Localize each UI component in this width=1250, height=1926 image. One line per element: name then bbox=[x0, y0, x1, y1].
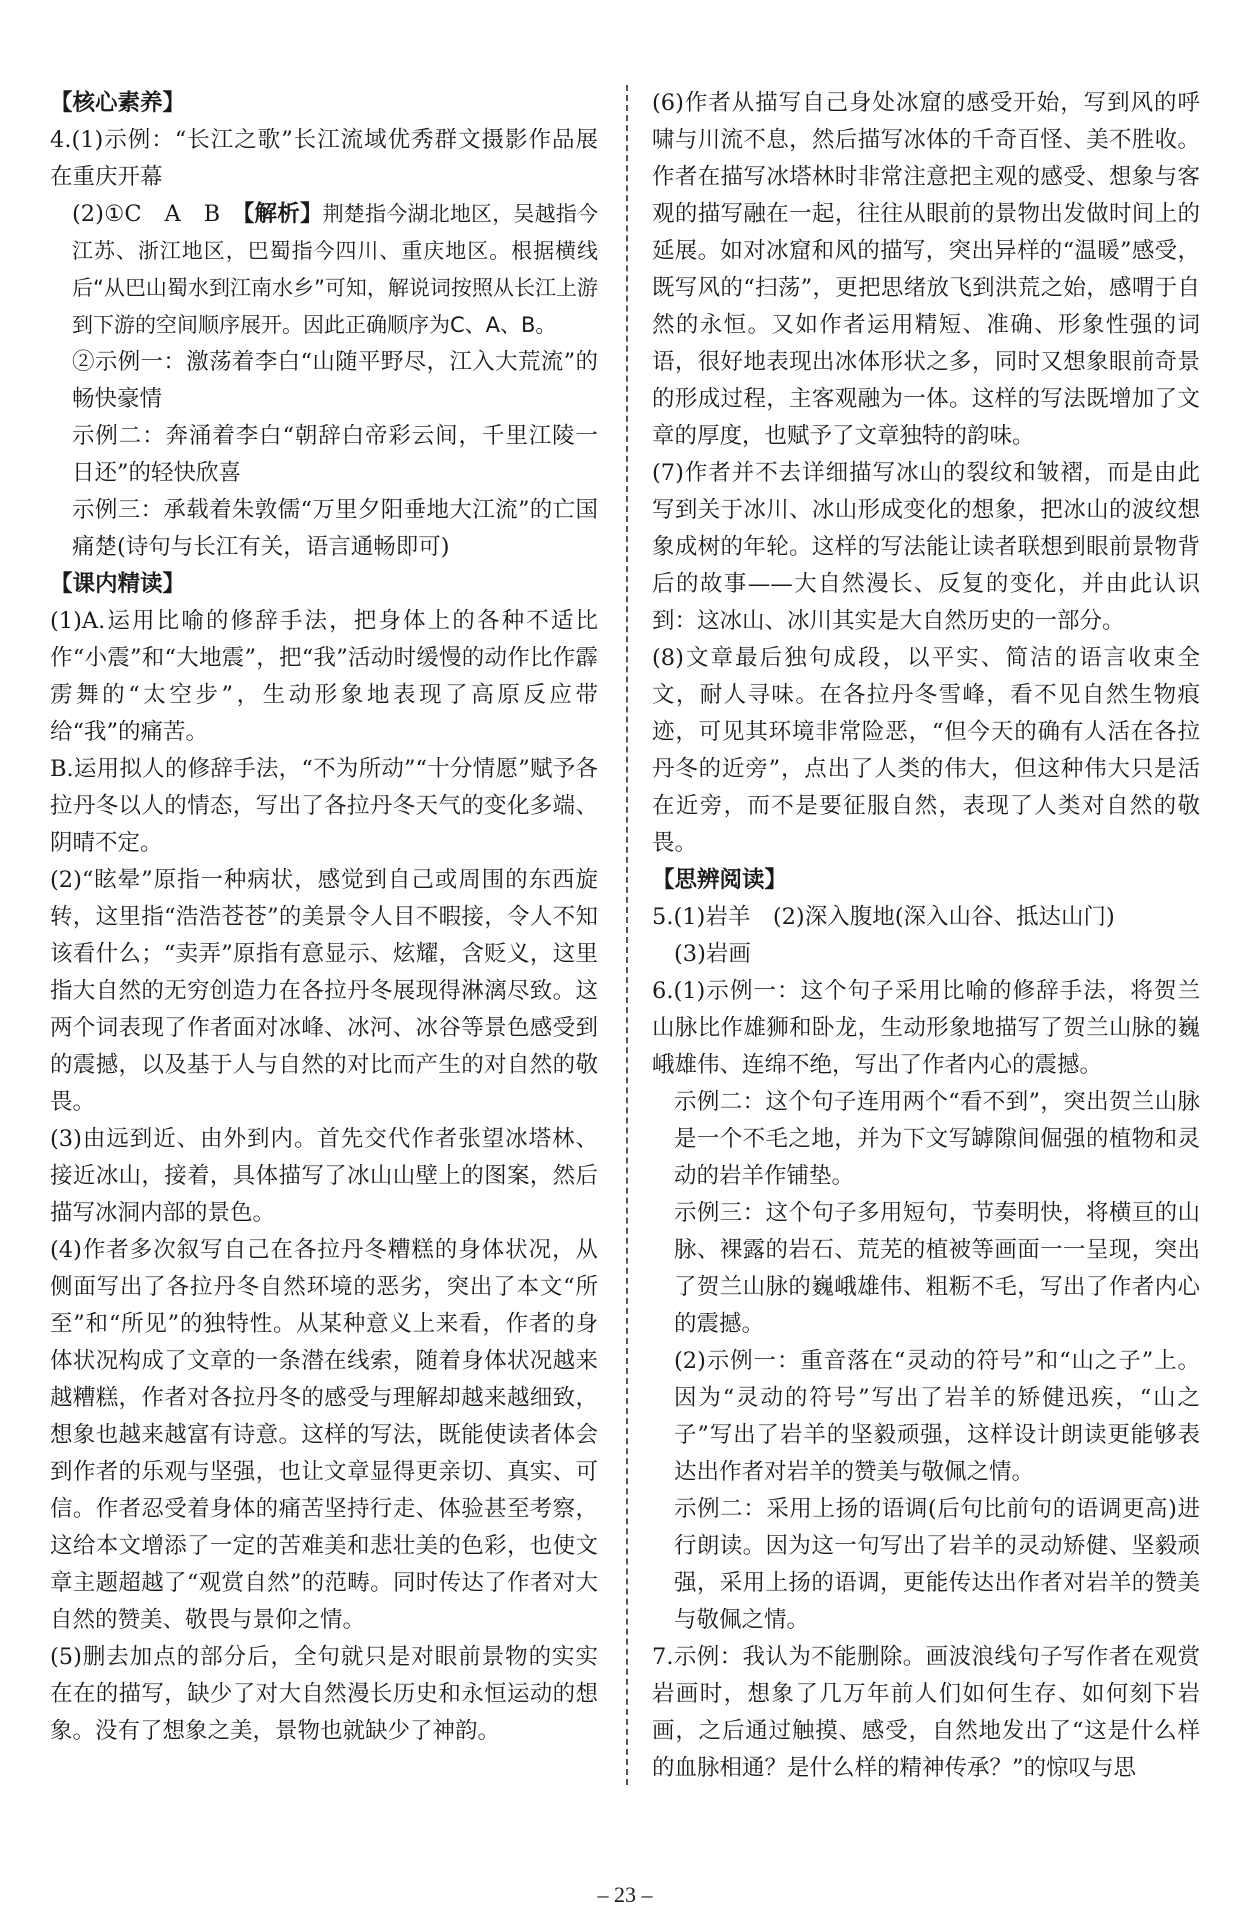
answer-paragraph: (4)作者多次叙写自己在各拉丹冬糟糕的身体状况，从侧面写出了各拉丹冬自然环境的恶劣，突出了本文“所至”和“所见”的独特性。从某种意义上来看，作者的身体状况构成了文章的一条潜在线索，随着身体状况越来越糟糕，作者对各拉丹冬的感受与理解却越来越细致，想象也越来越富有诗意。这样的写法，既能使读者体会到作者的乐观与坚强，也让文章显得更亲切、真实、可信。作者忍受着身体的痛苦坚持行走、体验甚至考察，这给本文增添了一定的苦难美和悲壮美的色彩，也使文章主题超越了“观赏自然”的范畴。同时传达了作者对大自然的赞美、敬畏与景仰之情。 bbox=[50, 1237, 598, 1633]
answer-paragraph: (3)由远到近、由外到内。首先交代作者张望冰塔林、接近冰山，接着，具体描写了冰山山壁上的图案，然后描写冰洞内部的景色。 bbox=[50, 1126, 598, 1226]
answer-paragraph: 5.(1)岩羊 (2)深入腹地(深入山谷、抵达山门) bbox=[652, 904, 1115, 930]
answer-paragraph: 示例三：承载着朱敦儒“万里夕阳垂地大江流”的亡国痛楚(诗句与长江有关，语言通畅即可) bbox=[72, 497, 598, 560]
column-divider bbox=[626, 85, 628, 1785]
section-heading: 【课内精读】 bbox=[50, 571, 186, 597]
answer-paragraph: B.运用拟人的修辞手法，“不为所动”“十分情愿”赋予各拉丹冬以人的情态，写出了各拉丹冬天气的变化多端、阴晴不定。 bbox=[50, 756, 598, 856]
answer-paragraph: 示例二：采用上扬的语调(后句比前句的语调更高)进行朗读。因为这一句写出了岩羊的灵动矫健、坚毅顽强，采用上扬的语调，更能传达出作者对岩羊的赞美与敬佩之情。 bbox=[674, 1496, 1200, 1633]
answer-paragraph: 示例二：这个句子连用两个“看不到”，突出贺兰山脉是一个不毛之地，并为下文写罅隙间倔强的植物和灵动的岩羊作铺垫。 bbox=[674, 1089, 1200, 1189]
answer-paragraph: ②示例一：激荡着李白“山随平野尽，江入大荒流”的畅快豪情 bbox=[72, 349, 598, 412]
answer-paragraph: (6)作者从描写自己身处冰窟的感受开始，写到风的呼啸与川流不息，然后描写冰体的千奇百怪、美不胜收。作者在描写冰塔林时非常注意把主观的感受、想象与客观的描写融在一起，往往从眼前的景物出发做时间上的延展。如对冰窟和风的描写，突出异样的“温暖”感受，既写风的“扫荡”，更把思绪放飞到洪荒之始，感喟于自然的永恒。又如作者运用精短、准确、形象性强的词语，很好地表现出冰体形状之多，同时又想象眼前奇景的形成过程，主客观融为一体。这样的写法既增加了文章的厚度，也赋予了文章独特的韵味。 bbox=[652, 90, 1200, 449]
section-heading: 【核心素养】 bbox=[50, 90, 186, 116]
answer-paragraph: 示例二：奔涌着李白“朝辞白帝彩云间，千里江陵一日还”的轻快欣喜 bbox=[72, 423, 598, 486]
right-column bbox=[652, 85, 1200, 1787]
analysis-text: 荆楚指今湖北地区，吴越指今江苏、浙江地区，巴蜀指今四川、重庆地区。根据横线后“从巴山蜀水到江南水乡”可知，解说词按照从长江上游到下游的空间顺序展开。因此正确顺序为C、A、B。 bbox=[72, 202, 598, 337]
answer-paragraph: 7.示例：我认为不能删除。画波浪线句子写作者在观赏岩画时，想象了几万年前人们如何生存、如何刻下岩画，之后通过触摸、感受，自然地发出了“这是什么样的血脉相通？是什么样的精神传承？”的惊叹与思 bbox=[652, 1644, 1200, 1781]
answer-paragraph bbox=[50, 196, 598, 344]
answer-paragraph: (8)文章最后独句成段，以平实、简洁的语言收束全文，耐人寻味。在各拉丹冬雪峰，看不见自然生物痕迹，可见其环境非常险恶，“但今天的确有人活在各拉丹冬的近旁”，点出了人类的伟大，但这种伟大只是活在近旁，而不是要征服自然，表现了人类对自然的敬畏。 bbox=[652, 645, 1200, 856]
answer-paragraph: 6.(1)示例一：这个句子采用比喻的修辞手法，将贺兰山脉比作雄狮和卧龙，生动形象地描写了贺兰山脉的巍峨雄伟、连绵不绝，写出了作者内心的震撼。 bbox=[652, 978, 1200, 1078]
left-column bbox=[50, 85, 598, 1750]
answer-paragraph: (2)示例一：重音落在“灵动的符号”和“山之子”上。因为“灵动的符号”写出了岩羊的矫健迅疾，“山之子”写出了岩羊的坚毅顽强，这样设计朗读更能够表达出作者对岩羊的赞美与敬佩之情。 bbox=[674, 1348, 1200, 1485]
answer-page bbox=[50, 85, 1200, 1860]
analysis-label: 【解析】 bbox=[243, 201, 323, 227]
answer-paragraph: (2)“眩晕”原指一种病状，感觉到自己或周围的东西旋转，这里指“浩浩苍苍”的美景令人目不暇接，令人不知该看什么；“卖弄”原指有意显示、炫耀，含贬义，这里指大自然的无穷创造力在各拉丹冬展现得淋漓尽致。这两个词表现了作者面对冰峰、冰河、冰谷等景色感受到的震撼，以及基于人与自然的对比而产生的对自然的敬畏。 bbox=[50, 867, 598, 1115]
section-heading: 【思辨阅读】 bbox=[652, 867, 788, 893]
answer-paragraph: (7)作者并不去详细描写冰山的裂纹和皱褶，而是由此写到关于冰川、冰山形成变化的想象，把冰山的波纹想象成树的年轮。这样的写法能让读者联想到眼前景物背后的故事——大自然漫长、反复的变化，并由此认识到：这冰山、冰川其实是大自然历史的一部分。 bbox=[652, 460, 1200, 634]
answer-paragraph: 4.(1)示例：“长江之歌”长江流域优秀群文摄影作品展在重庆开幕 bbox=[50, 127, 598, 190]
answer-paragraph: (1)A.运用比喻的修辞手法，把身体上的各种不适比作“小震”和“大地震”，把“我”活动时缓慢的动作比作霹雳舞的“太空步”，生动形象地表现了高原反应带给“我”的痛苦。 bbox=[50, 608, 598, 745]
answer-paragraph: (5)删去加点的部分后，全句就只是对眼前景物的实实在在的描写，缺少了对大自然漫长历史和永恒运动的想象。没有了想象之美，景物也就缺少了神韵。 bbox=[50, 1644, 598, 1744]
page-number: – 23 – bbox=[597, 1882, 653, 1907]
answer-paragraph: 示例三：这个句子多用短句，节奏明快，将横亘的山脉、裸露的岩石、荒芜的植被等画面一一呈现，突出了贺兰山脉的巍峨雄伟、粗粝不毛，写出了作者内心的震撼。 bbox=[674, 1200, 1200, 1337]
answer-paragraph: (3)岩画 bbox=[674, 941, 751, 967]
answer-prefix: (2)①C A B bbox=[72, 201, 244, 227]
